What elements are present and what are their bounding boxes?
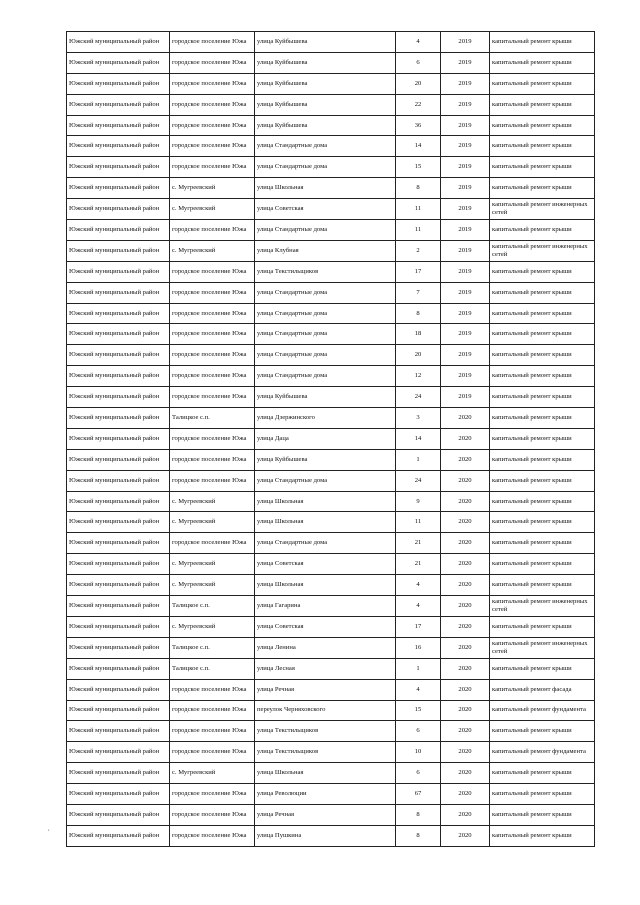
- district-cell: Южский муниципальный район: [67, 804, 170, 825]
- house-number-cell: 20: [396, 345, 441, 366]
- settlement-cell: городское поселение Южа: [170, 721, 255, 742]
- settlement-cell: городское поселение Южа: [170, 282, 255, 303]
- settlement-cell: городское поселение Южа: [170, 804, 255, 825]
- district-cell: Южский муниципальный район: [67, 199, 170, 220]
- year-cell: 2019: [441, 199, 490, 220]
- work-type-cell: капитальный ремонт крыши: [490, 324, 595, 345]
- settlement-cell: с. Мугреевский: [170, 178, 255, 199]
- work-type-cell: капитальный ремонт крыши: [490, 220, 595, 241]
- settlement-cell: городское поселение Южа: [170, 679, 255, 700]
- street-cell: улица Ленина: [255, 637, 396, 658]
- year-cell: 2019: [441, 157, 490, 178]
- work-type-cell: капитальный ремонт крыши: [490, 73, 595, 94]
- district-cell: Южский муниципальный район: [67, 700, 170, 721]
- year-cell: 2020: [441, 408, 490, 429]
- street-cell: улица Куйбышева: [255, 115, 396, 136]
- work-type-cell: капитальный ремонт крыши: [490, 784, 595, 805]
- house-number-cell: 11: [396, 512, 441, 533]
- work-type-cell: капитальный ремонт инженерных сетей: [490, 240, 595, 261]
- year-cell: 2020: [441, 428, 490, 449]
- year-cell: 2020: [441, 491, 490, 512]
- house-number-cell: 14: [396, 136, 441, 157]
- district-cell: Южский муниципальный район: [67, 303, 170, 324]
- house-number-cell: 15: [396, 157, 441, 178]
- house-number-cell: 8: [396, 178, 441, 199]
- settlement-cell: городское поселение Южа: [170, 742, 255, 763]
- settlement-cell: с. Мугреевский: [170, 199, 255, 220]
- year-cell: 2019: [441, 345, 490, 366]
- street-cell: улица Стандартные дома: [255, 324, 396, 345]
- work-type-cell: капитальный ремонт крыши: [490, 575, 595, 596]
- table-row: [67, 178, 595, 199]
- settlement-cell: городское поселение Южа: [170, 115, 255, 136]
- house-number-cell: 6: [396, 52, 441, 73]
- work-type-cell: капитальный ремонт инженерных сетей: [490, 637, 595, 658]
- work-type-cell: капитальный ремонт крыши: [490, 52, 595, 73]
- work-type-cell: капитальный ремонт крыши: [490, 658, 595, 679]
- work-type-cell: капитальный ремонт крыши: [490, 470, 595, 491]
- street-cell: улица Речная: [255, 679, 396, 700]
- district-cell: Южский муниципальный район: [67, 220, 170, 241]
- work-type-cell: капитальный ремонт крыши: [490, 408, 595, 429]
- table-row: [67, 303, 595, 324]
- district-cell: Южский муниципальный район: [67, 742, 170, 763]
- table-row: [67, 700, 595, 721]
- street-cell: улица Дзержинского: [255, 408, 396, 429]
- year-cell: 2020: [441, 784, 490, 805]
- settlement-cell: с. Мугреевский: [170, 240, 255, 261]
- settlement-cell: с. Мугреевский: [170, 616, 255, 637]
- street-cell: улица Стандартные дома: [255, 220, 396, 241]
- district-cell: Южский муниципальный район: [67, 32, 170, 53]
- table-row: [67, 637, 595, 658]
- house-number-cell: 15: [396, 700, 441, 721]
- street-cell: улица Куйбышева: [255, 387, 396, 408]
- street-cell: улица Стандартные дома: [255, 303, 396, 324]
- year-cell: 2019: [441, 52, 490, 73]
- work-type-cell: капитальный ремонт инженерных сетей: [490, 596, 595, 617]
- settlement-cell: с. Мугреевский: [170, 491, 255, 512]
- work-type-cell: капитальный ремонт крыши: [490, 533, 595, 554]
- table-row: [67, 449, 595, 470]
- settlement-cell: городское поселение Южа: [170, 366, 255, 387]
- house-number-cell: 24: [396, 470, 441, 491]
- table-row: [67, 491, 595, 512]
- year-cell: 2020: [441, 658, 490, 679]
- street-cell: улица Куйбышева: [255, 32, 396, 53]
- table-row: [67, 136, 595, 157]
- table-row: [67, 804, 595, 825]
- table-row: [67, 387, 595, 408]
- table-row: [67, 408, 595, 429]
- district-cell: Южский муниципальный район: [67, 533, 170, 554]
- district-cell: Южский муниципальный район: [67, 575, 170, 596]
- district-cell: Южский муниципальный район: [67, 387, 170, 408]
- house-number-cell: 4: [396, 575, 441, 596]
- table-row: [67, 345, 595, 366]
- street-cell: улица Стандартные дома: [255, 282, 396, 303]
- table-row: [67, 721, 595, 742]
- table-row: [67, 596, 595, 617]
- district-cell: Южский муниципальный район: [67, 784, 170, 805]
- settlement-cell: городское поселение Южа: [170, 32, 255, 53]
- table-row: [67, 32, 595, 53]
- year-cell: 2020: [441, 470, 490, 491]
- work-type-cell: капитальный ремонт фасада: [490, 679, 595, 700]
- year-cell: 2019: [441, 220, 490, 241]
- work-type-cell: капитальный ремонт крыши: [490, 303, 595, 324]
- year-cell: 2020: [441, 804, 490, 825]
- house-number-cell: 6: [396, 763, 441, 784]
- table-row: [67, 784, 595, 805]
- work-type-cell: капитальный ремонт крыши: [490, 449, 595, 470]
- settlement-cell: Талицкое с.п.: [170, 596, 255, 617]
- year-cell: 2019: [441, 94, 490, 115]
- work-type-cell: капитальный ремонт крыши: [490, 282, 595, 303]
- house-number-cell: 14: [396, 428, 441, 449]
- year-cell: 2020: [441, 596, 490, 617]
- year-cell: 2019: [441, 73, 490, 94]
- district-cell: Южский муниципальный район: [67, 282, 170, 303]
- work-type-cell: капитальный ремонт крыши: [490, 366, 595, 387]
- district-cell: Южский муниципальный район: [67, 658, 170, 679]
- house-number-cell: 8: [396, 303, 441, 324]
- table-row: [67, 763, 595, 784]
- work-type-cell: капитальный ремонт крыши: [490, 387, 595, 408]
- house-number-cell: 8: [396, 825, 441, 846]
- settlement-cell: городское поселение Южа: [170, 345, 255, 366]
- settlement-cell: с. Мугреевский: [170, 763, 255, 784]
- street-cell: улица Стандартные дома: [255, 366, 396, 387]
- work-type-cell: капитальный ремонт крыши: [490, 136, 595, 157]
- work-type-cell: капитальный ремонт крыши: [490, 94, 595, 115]
- street-cell: переулок Черняховского: [255, 700, 396, 721]
- settlement-cell: с. Мугреевский: [170, 575, 255, 596]
- table-row: [67, 470, 595, 491]
- table-body: [67, 32, 595, 847]
- settlement-cell: городское поселение Южа: [170, 324, 255, 345]
- street-cell: улица Стандартные дома: [255, 533, 396, 554]
- year-cell: 2020: [441, 763, 490, 784]
- house-number-cell: 20: [396, 73, 441, 94]
- district-cell: Южский муниципальный район: [67, 491, 170, 512]
- work-type-cell: капитальный ремонт крыши: [490, 825, 595, 846]
- work-type-cell: капитальный ремонт крыши: [490, 428, 595, 449]
- work-type-cell: капитальный ремонт крыши: [490, 721, 595, 742]
- table-row: [67, 324, 595, 345]
- house-number-cell: 11: [396, 220, 441, 241]
- settlement-cell: Талицкое с.п.: [170, 637, 255, 658]
- settlement-cell: городское поселение Южа: [170, 784, 255, 805]
- house-number-cell: 3: [396, 408, 441, 429]
- street-cell: улица Текстильщиков: [255, 261, 396, 282]
- settlement-cell: городское поселение Южа: [170, 220, 255, 241]
- street-cell: улица Советская: [255, 554, 396, 575]
- house-number-cell: 6: [396, 721, 441, 742]
- settlement-cell: городское поселение Южа: [170, 261, 255, 282]
- street-cell: улица Стандартные дома: [255, 136, 396, 157]
- year-cell: 2020: [441, 721, 490, 742]
- table-row: [67, 240, 595, 261]
- repair-schedule-table: [66, 31, 595, 847]
- street-cell: улица Гагарина: [255, 596, 396, 617]
- table-row: [67, 366, 595, 387]
- table-row: [67, 52, 595, 73]
- settlement-cell: Талицкое с.п.: [170, 408, 255, 429]
- street-cell: улица Куйбышева: [255, 52, 396, 73]
- street-cell: улица Советская: [255, 199, 396, 220]
- district-cell: Южский муниципальный район: [67, 178, 170, 199]
- district-cell: Южский муниципальный район: [67, 637, 170, 658]
- house-number-cell: 36: [396, 115, 441, 136]
- year-cell: 2019: [441, 178, 490, 199]
- district-cell: Южский муниципальный район: [67, 261, 170, 282]
- street-cell: улица Даца: [255, 428, 396, 449]
- table-row: [67, 742, 595, 763]
- house-number-cell: 1: [396, 449, 441, 470]
- district-cell: Южский муниципальный район: [67, 679, 170, 700]
- year-cell: 2019: [441, 136, 490, 157]
- house-number-cell: 21: [396, 554, 441, 575]
- street-cell: улица Школьная: [255, 763, 396, 784]
- table-row: [67, 554, 595, 575]
- district-cell: Южский муниципальный район: [67, 470, 170, 491]
- street-cell: улица Куйбышева: [255, 94, 396, 115]
- house-number-cell: 22: [396, 94, 441, 115]
- house-number-cell: 67: [396, 784, 441, 805]
- year-cell: 2019: [441, 282, 490, 303]
- house-number-cell: 17: [396, 616, 441, 637]
- street-cell: улица Текстильщиков: [255, 742, 396, 763]
- house-number-cell: 24: [396, 387, 441, 408]
- table-row: [67, 220, 595, 241]
- work-type-cell: капитальный ремонт инженерных сетей: [490, 199, 595, 220]
- year-cell: 2020: [441, 616, 490, 637]
- work-type-cell: капитальный ремонт крыши: [490, 345, 595, 366]
- settlement-cell: городское поселение Южа: [170, 52, 255, 73]
- settlement-cell: городское поселение Южа: [170, 825, 255, 846]
- district-cell: Южский муниципальный район: [67, 345, 170, 366]
- settlement-cell: городское поселение Южа: [170, 428, 255, 449]
- year-cell: 2019: [441, 387, 490, 408]
- table-row: [67, 261, 595, 282]
- district-cell: Южский муниципальный район: [67, 596, 170, 617]
- year-cell: 2020: [441, 575, 490, 596]
- table-row: [67, 575, 595, 596]
- table-row: [67, 512, 595, 533]
- work-type-cell: капитальный ремонт крыши: [490, 157, 595, 178]
- work-type-cell: капитальный ремонт крыши: [490, 512, 595, 533]
- table-row: [67, 199, 595, 220]
- district-cell: Южский муниципальный район: [67, 115, 170, 136]
- house-number-cell: 8: [396, 804, 441, 825]
- work-type-cell: капитальный ремонт крыши: [490, 616, 595, 637]
- work-type-cell: капитальный ремонт фундамента: [490, 700, 595, 721]
- settlement-cell: городское поселение Южа: [170, 700, 255, 721]
- work-type-cell: капитальный ремонт крыши: [490, 554, 595, 575]
- year-cell: 2020: [441, 449, 490, 470]
- street-cell: улица Школьная: [255, 512, 396, 533]
- year-cell: 2019: [441, 32, 490, 53]
- district-cell: Южский муниципальный район: [67, 157, 170, 178]
- settlement-cell: городское поселение Южа: [170, 449, 255, 470]
- house-number-cell: 4: [396, 679, 441, 700]
- district-cell: Южский муниципальный район: [67, 449, 170, 470]
- district-cell: Южский муниципальный район: [67, 763, 170, 784]
- scan-speck: ,: [48, 826, 50, 832]
- table-row: [67, 533, 595, 554]
- street-cell: улица Стандартные дома: [255, 345, 396, 366]
- district-cell: Южский муниципальный район: [67, 52, 170, 73]
- work-type-cell: капитальный ремонт крыши: [490, 32, 595, 53]
- district-cell: Южский муниципальный район: [67, 512, 170, 533]
- house-number-cell: 18: [396, 324, 441, 345]
- settlement-cell: городское поселение Южа: [170, 157, 255, 178]
- street-cell: улица Школьная: [255, 178, 396, 199]
- house-number-cell: 17: [396, 261, 441, 282]
- district-cell: Южский муниципальный район: [67, 136, 170, 157]
- settlement-cell: городское поселение Южа: [170, 303, 255, 324]
- year-cell: 2020: [441, 533, 490, 554]
- street-cell: улица Школьная: [255, 575, 396, 596]
- district-cell: Южский муниципальный район: [67, 94, 170, 115]
- street-cell: улица Куйбышева: [255, 73, 396, 94]
- district-cell: Южский муниципальный район: [67, 721, 170, 742]
- table-row: [67, 825, 595, 846]
- settlement-cell: городское поселение Южа: [170, 136, 255, 157]
- table-row: [67, 679, 595, 700]
- work-type-cell: капитальный ремонт крыши: [490, 491, 595, 512]
- house-number-cell: 11: [396, 199, 441, 220]
- table-row: [67, 282, 595, 303]
- work-type-cell: капитальный ремонт фундамента: [490, 742, 595, 763]
- year-cell: 2019: [441, 261, 490, 282]
- district-cell: Южский муниципальный район: [67, 73, 170, 94]
- year-cell: 2020: [441, 825, 490, 846]
- year-cell: 2020: [441, 637, 490, 658]
- district-cell: Южский муниципальный район: [67, 408, 170, 429]
- street-cell: улица Школьная: [255, 491, 396, 512]
- work-type-cell: капитальный ремонт крыши: [490, 763, 595, 784]
- street-cell: улица Лесная: [255, 658, 396, 679]
- house-number-cell: 9: [396, 491, 441, 512]
- district-cell: Южский муниципальный район: [67, 240, 170, 261]
- settlement-cell: Талицкое с.п.: [170, 658, 255, 679]
- street-cell: улица Стандартные дома: [255, 157, 396, 178]
- street-cell: улица Советская: [255, 616, 396, 637]
- district-cell: Южский муниципальный район: [67, 366, 170, 387]
- table-row: [67, 94, 595, 115]
- street-cell: улица Речная: [255, 804, 396, 825]
- table-row: [67, 73, 595, 94]
- house-number-cell: 2: [396, 240, 441, 261]
- house-number-cell: 16: [396, 637, 441, 658]
- table-row: [67, 115, 595, 136]
- work-type-cell: капитальный ремонт крыши: [490, 261, 595, 282]
- house-number-cell: 1: [396, 658, 441, 679]
- district-cell: Южский муниципальный район: [67, 324, 170, 345]
- work-type-cell: капитальный ремонт крыши: [490, 115, 595, 136]
- table-row: [67, 157, 595, 178]
- year-cell: 2019: [441, 115, 490, 136]
- house-number-cell: 4: [396, 596, 441, 617]
- house-number-cell: 21: [396, 533, 441, 554]
- year-cell: 2020: [441, 679, 490, 700]
- house-number-cell: 4: [396, 32, 441, 53]
- table-row: [67, 428, 595, 449]
- year-cell: 2019: [441, 324, 490, 345]
- settlement-cell: городское поселение Южа: [170, 470, 255, 491]
- year-cell: 2019: [441, 366, 490, 387]
- street-cell: улица Пушкина: [255, 825, 396, 846]
- year-cell: 2020: [441, 554, 490, 575]
- district-cell: Южский муниципальный район: [67, 616, 170, 637]
- work-type-cell: капитальный ремонт крыши: [490, 804, 595, 825]
- house-number-cell: 12: [396, 366, 441, 387]
- district-cell: Южский муниципальный район: [67, 428, 170, 449]
- year-cell: 2020: [441, 700, 490, 721]
- district-cell: Южский муниципальный район: [67, 554, 170, 575]
- street-cell: улица Куйбышева: [255, 449, 396, 470]
- street-cell: улица Стандартные дома: [255, 470, 396, 491]
- house-number-cell: 10: [396, 742, 441, 763]
- year-cell: 2019: [441, 240, 490, 261]
- street-cell: улица Текстильщиков: [255, 721, 396, 742]
- year-cell: 2020: [441, 512, 490, 533]
- settlement-cell: с. Мугреевский: [170, 554, 255, 575]
- settlement-cell: городское поселение Южа: [170, 73, 255, 94]
- settlement-cell: городское поселение Южа: [170, 94, 255, 115]
- house-number-cell: 7: [396, 282, 441, 303]
- table-row: [67, 616, 595, 637]
- year-cell: 2020: [441, 742, 490, 763]
- district-cell: Южский муниципальный район: [67, 825, 170, 846]
- street-cell: улица Клубная: [255, 240, 396, 261]
- settlement-cell: с. Мугреевский: [170, 512, 255, 533]
- year-cell: 2019: [441, 303, 490, 324]
- street-cell: улица Революции: [255, 784, 396, 805]
- settlement-cell: городское поселение Южа: [170, 387, 255, 408]
- table-row: [67, 658, 595, 679]
- settlement-cell: городское поселение Южа: [170, 533, 255, 554]
- work-type-cell: капитальный ремонт крыши: [490, 178, 595, 199]
